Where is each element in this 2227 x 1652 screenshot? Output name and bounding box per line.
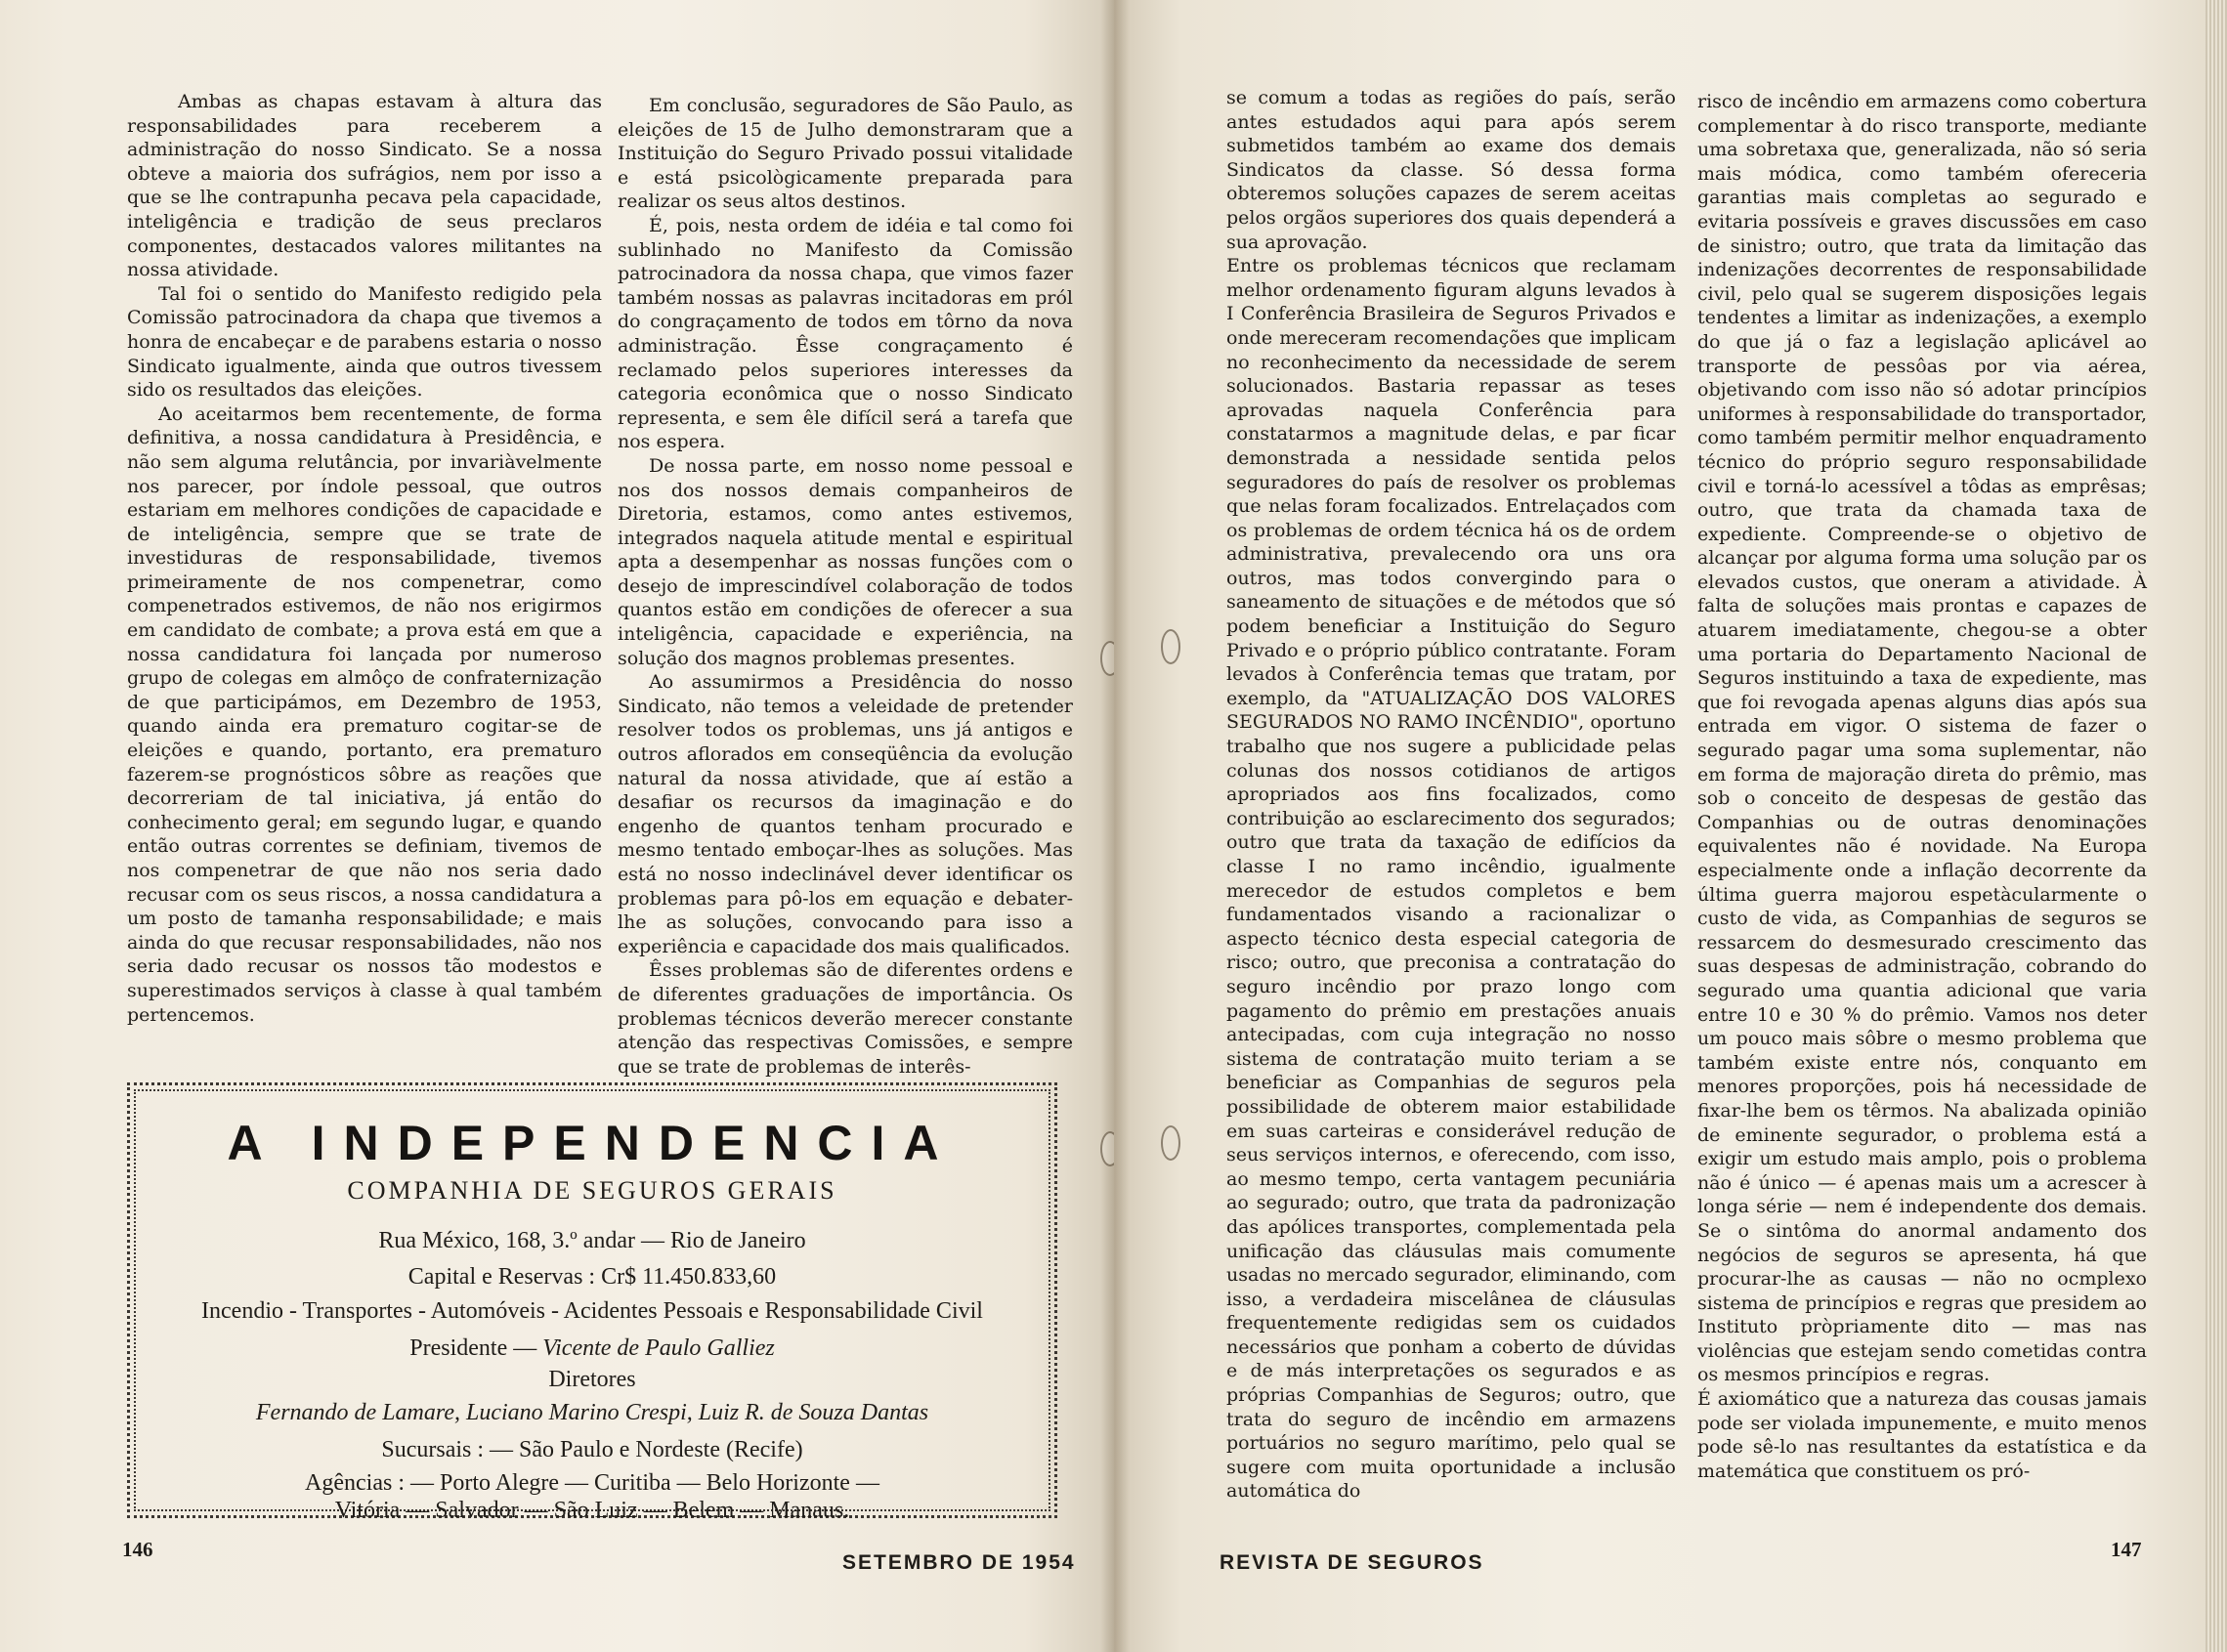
paragraph: Entre os problemas técnicos que reclamam melhor ordenamento figuram alguns levados à I Conferência Brasileira de Seguros Privados e onde mereceram recomendações que implicam no reconhecimento da necessidade de serem solucionados. Bastaria repassar as teses aprovadas naquela Conferência para constatarmos a magnitude delas, e par ficar demonstrada a nessidade sentida pelos seguradores do país de resolver os problemas que nelas foram focalizados. Entrelaçados com os problemas de ordem técnica há os de ordem administrativa, prevalecendo ora uns ora outros, mas todos convergindo para o saneamento de situações e de métodos que só podem beneficiar a Instituição do Seguro Privado e o próprio público contratante. Foram levados à Conferência temas que tratam, por exemplo, da "ATUALIZAÇÃO DOS VALORES SEGURADOS NO RAMO INCÊNDIO", oportuno trabalho que nos sugere a publicidade pelas colunas dos nossos cotidianos de artigos apropriados aos fins focalizados, como contribuição ao esclarecimento dos segurados; outro que trata da taxação de edifícios da classe I no ramo incêndio, igualmente merecedor de estudos completos e bem fundamentados visando a racionalizar o aspecto técnico desta especial categoria de risco; outro, que preconisa a contratação do seguro incêndio por prazo longo com pagamento do prêmio em prestações anuais antecipadas, com cuja integração no nosso sistema de contratação muito teriam a se beneficiar as Companhias de seguros pela possibilidade de obterem maior estabilidade em suas carteiras e considerável redução de seus serviços internos, e oferecendo, com isso, ao mesmo tempo, certa vantagem pecuniária ao segurado; outro, que trata da padronização das apólices transportes, complementada pela unificação das cláusulas mais comumente usadas no mercado segurador, eliminando, com isso, a verdadeira miscelânea de cláusulas frequentemente redigidas sem os cuidados necessários que ponham a coberto de dúvidas e de más interpretações os segurados e as próprias Companhias de Seguros; outro, que trata do seguro de incêndio em armazens portuários no seguro marítimo, pelo qual se sugere com muita oportunidade a inclusão automática do [1226, 255, 1676, 1503]
running-footer-left: SETEMBRO DE 1954 [842, 1551, 1076, 1574]
page-number-right: 147 [2111, 1538, 2142, 1561]
ad-president-name: Vicente de Paulo Galliez [542, 1335, 775, 1361]
book-gutter [1100, 0, 1130, 1652]
ad-directors-names: Fernando de Lamare, Luciano Marino Crespi, Luiz R. de Souza Dantas [255, 1400, 929, 1425]
paragraph: se comum a todas as regiões do país, serão antes estudados aqui para após serem submetidos também ao exame dos demais Sindicatos da classe. Só dessa forma obteremos soluções capazes de serem aceitas pelos orgãos superiores dos quais dependerá a sua aprovação. [1226, 87, 1676, 253]
ad-capital: Capital e Reservas : Cr$ 11.450.833,60 [407, 1264, 777, 1290]
running-footer-right: REVISTA DE SEGUROS [1220, 1551, 1484, 1574]
right-column-1 [1226, 86, 1676, 1504]
paragraph: Tal foi o sentido do Manifesto redigido pela Comissão patrocinadora da chapa que tivemos a honra de encabeçar e de parabens estaria o nosso Sindicato igualmente, ainda que outros tivessem sido os resultados das eleições. [127, 282, 602, 402]
paragraph: É, pois, nesta ordem de idéia e tal como foi sublinhado no Manifesto da Comissão patrocinadora da nossa chapa, que vimos fazer também nossas as palavras incitadoras em pról do congraçamento de todos em tôrno da nova administração. Êsse congraçamento é reclamado pelos superiores interesses da categoria econômica que o nosso Sindicato representa, e sem êle difícil será a tarefa que nos espera. [618, 214, 1073, 453]
ad-company-name: A INDEPENDENCIA [227, 1116, 958, 1170]
paragraph: Ao assumirmos a Presidência do nosso Sindicato, não temos a veleidade de pretender resolver todos os problemas, uns já antigos e outros aflorados em conseqüência da evolução natural da nossa atividade, que aí estão a desafiar os recursos da imaginação e do engenho de quantos tenham procurado e mesmo tentado emboçar-lhes as soluções. Mas está no nosso indeclinável dever identificar os problemas para pô-los em equação e debater-lhe as soluções, convocando para isso a experiência e capacidade dos mais qualificados. [618, 671, 1073, 957]
ad-lines-of-business: Incendio - Transportes - Automóveis - Acidentes Pessoais e Responsabilidade Civil [201, 1298, 983, 1324]
ad-president-label: Presidente — [409, 1335, 543, 1361]
ad-address: Rua México, 168, 3.º andar — Rio de Janeiro [378, 1228, 806, 1253]
binding-hole [1161, 1125, 1180, 1161]
left-column-2 [618, 94, 1073, 1079]
paragraph: risco de incêndio em armazens como cobertura complementar à do risco transporte, mediante uma sobretaxa que, generalizada, não só seria mais módica, como também ofereceria garantias mais completas ao segurado e evitaria possíveis e graves discussões em caso de sinistro; outro, que trata da limitação das indenizações decorrentes de responsabilidade civil, pelo qual se sugerem disposições legais tendentes a limitar as indenizações, a exemplo do que já o faz a legislação aplicável ao transporte de pessôas por via aérea, objetivando com isso não só adotar princípios uniformes à responsabilidade do transportador, como também permitir melhor enquadramento técnico do próprio seguro responsabilidade civil e torná-lo acessível a tôdas as emprêsas; outro, que trata da chamada taxa de expediente. Compreende-se o objetivo de alcançar por alguma forma uma solução par os elevados custos, que oneram a atividade. À falta de soluções mais prontas e capazes de atuarem imediatamente, chegou-se a obter uma portaria do Departamento Nacional de Seguros instituindo a taxa de expediente, mas que foi revogada apenas alguns dias após sua entrada em vigor. O sistema de fazer o segurado pagar uma soma suplementar, não em forma de majoração direta do prêmio, mas sob o conceito de despesas de gestão das Companhias ou de outras denominações equivalentes não é novidade. Na Europa especialmente onde a inflação decorrente da última guerra majorou espetàcularmente o custo de vida, as Companhias de seguros se ressarcem do desmesurado crescimento das suas despesas de administração, cobrando do segurado uma quantia adicional que varia entre 10 e 30 % do prêmio. Vamos nos deter um pouco mais sôbre o mesmo problema que também existe entre nós, conquanto em menores proporções, pois há necessidade de fixar-lhe bem os têrmos. Na abalizada opinião de eminente segurador, o problema está a exigir um estudo mais amplo, pois o problema não é único — é apenas mais um a acrescer à longa série — nem é independente dos demais. Se o sintôma do anormal andamento dos negócios de seguros se apresenta, há que procurar-lhe as causas — não no ocmplexo sistema de princípios e regras que presidem ao Instituto pròpriamente dito — mas nas violências que estejam sendo cometidas contra os mesmos princípios e regras. [1697, 91, 2147, 1386]
ad-president [130, 1335, 1054, 1362]
ad-agencies-line-1: Agências : — Porto Alegre — Curitiba — Belo Horizonte — [305, 1470, 879, 1496]
ad-agencies-line-2: Vitória — Salvador — São Luiz — Belem — Manaus. [334, 1498, 850, 1523]
left-column-1 [127, 90, 602, 1027]
page-number-left: 146 [122, 1538, 153, 1561]
paragraph: Em conclusão, seguradores de São Paulo, as eleições de 15 de Julho demonstraram que a Instituição do Seguro Privado possui vitalidade e está psicològicamente preparada para realizar os seus altos destinos. [618, 95, 1073, 213]
right-column-2 [1697, 90, 2147, 1483]
ad-company-subtitle: COMPANHIA DE SEGUROS GERAIS [347, 1176, 837, 1205]
paragraph: É axiomático que a natureza das cousas jamais pode ser violada impunemente, e muito menos pode sê-lo nas resultantes da estatística e da matemática que constituem os pró- [1697, 1388, 2147, 1482]
ad-branches: Sucursais : — São Paulo e Nordeste (Recife) [381, 1437, 803, 1462]
advertisement-box [127, 1082, 1057, 1523]
ad-directors-label: Diretores [548, 1367, 636, 1392]
paragraph: De nossa parte, em nosso nome pessoal e nos dos nossos demais companheiros de Diretoria, estamos, como antes estivemos, integrados naquela atitude mental e espiritual apta a desempenhar as nossas funções com o desejo de imprescindível colaboração de todos quantos estão em condições de oferecer a sua inteligência, capacidade e experiência, na solução dos magnos problemas presentes. [618, 454, 1073, 669]
paragraph: Êsses problemas são de diferentes ordens e de diferentes graduações de importância. Os problemas técnicos deverão merecer constante atenção das respectivas Comissões, e sempre que se trate de problemas de interês- [618, 959, 1073, 1078]
page-edge [2206, 0, 2227, 1652]
binding-hole [1161, 629, 1180, 664]
paragraph: Ao aceitarmos bem recentemente, de forma definitiva, a nossa candidatura à Presidência, e não sem alguma relutância, por invariàvelmente nos parecer, por índole pessoal, que outros estariam em melhores condições de capacidade e de inteligência, sempre que se trate de investiduras de responsabilidade, tivemos primeiramente de nos compenetrar, como compenetrados estivemos, de não nos erigirmos em candidato de combate; a prova está em que a nossa candidatura foi lançada por numeroso grupo de colegas em almôço de confraternização de que participámos, em Dezembro de 1953, quando ainda era prematuro cogitar-se de eleições e quando, portanto, era prematuro fazerem-se prognósticos sôbre as reações que decorreriam de tal iniciativa, já então do conhecimento geral; em segundo lugar, e quando então outras correntes se definiam, tivemos de nos compenetrar de que não nos seria dado recusar com os seus riscos, a nossa candidatura a um posto de tamanha responsabilidade; e mais ainda do que recusar responsabilidades, não nos seria dado recusar os nossos tão modestos e superestimados serviços à classe à qual também pertencemos. [127, 402, 602, 1026]
paragraph: Ambas as chapas estavam à altura das responsabilidades para receberem a administração do nosso Sindicato. Se a nossa obteve a maioria dos sufrágios, nem por isso a que se lhe contrapunha pecava pela capacidade, inteligência e tradição de seus preclaros componentes, destacados valores militantes na nossa atividade. [127, 91, 602, 281]
